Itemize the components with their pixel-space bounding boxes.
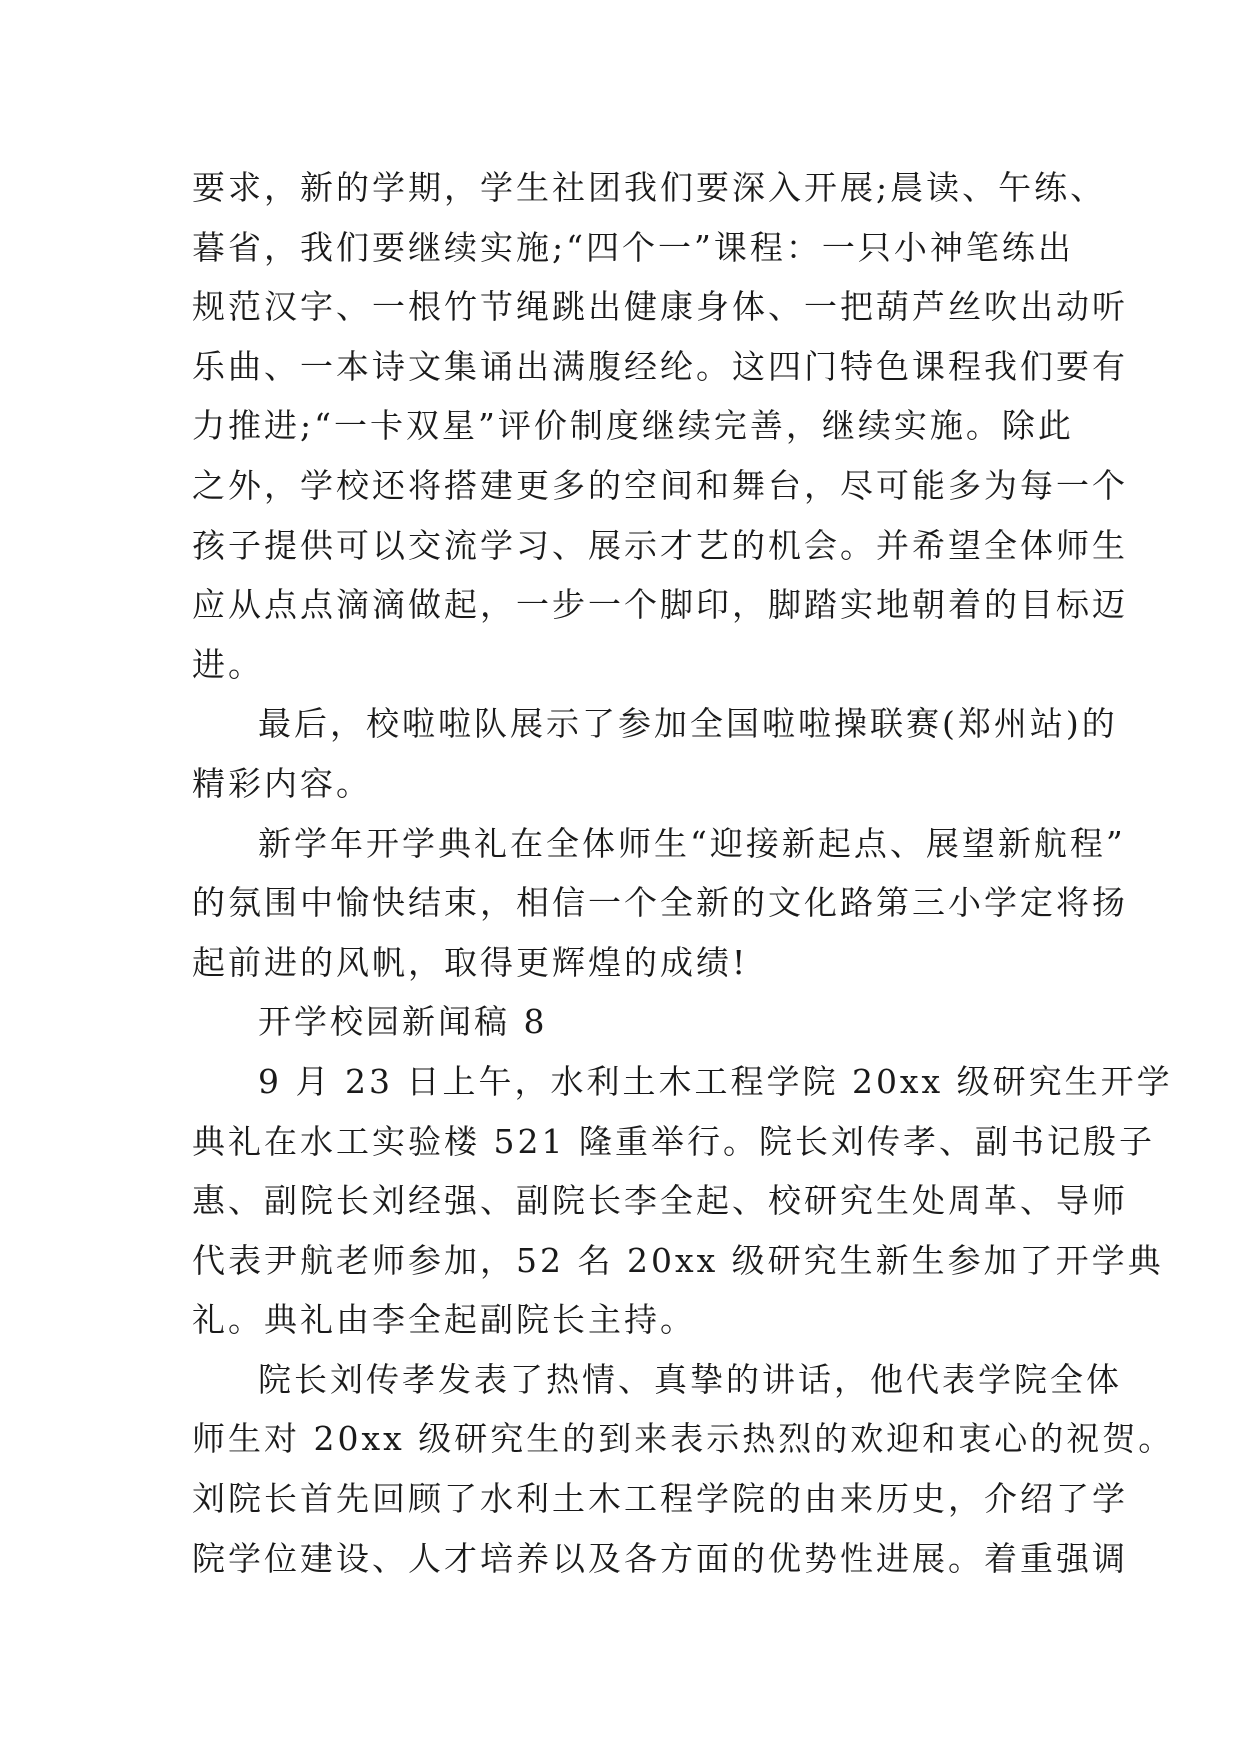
text-line: 9 月 23 日上午，水利土木工程学院 20xx 级研究生开学 — [258, 1061, 1173, 1101]
text-line: 规范汉字、一根竹节绳跳出健康身体、一把葫芦丝吹出动听 — [192, 287, 1128, 327]
text-line: 院学位建设、人才培养以及各方面的优势性进展。着重强调 — [192, 1538, 1128, 1578]
text-line: 精彩内容。 — [192, 763, 372, 803]
text-line: 典礼在水工实验楼 521 隆重举行。院长刘传孝、副书记殷子 — [192, 1121, 1155, 1161]
text-line: 乐曲、一本诗文集诵出满腹经纶。这四门特色课程我们要有 — [192, 346, 1128, 386]
text-line: 力推进;“一卡双星”评价制度继续完善，继续实施。除此 — [192, 406, 1074, 446]
text-line: 代表尹航老师参加，52 名 20xx 级研究生新生参加了开学典 — [192, 1240, 1164, 1280]
text-line: 礼。典礼由李全起副院长主持。 — [192, 1300, 696, 1340]
text-line: 应从点点滴滴做起，一步一个脚印，脚踏实地朝着的目标迈 — [192, 585, 1128, 625]
text-line: 新学年开学典礼在全体师生“迎接新起点、展望新航程” — [258, 823, 1126, 863]
text-line: 孩子提供可以交流学习、展示才艺的机会。并希望全体师生 — [192, 525, 1128, 565]
text-line: 院长刘传孝发表了热情、真挚的讲话，他代表学院全体 — [258, 1359, 1122, 1399]
text-line: 惠、副院长刘经强、副院长李全起、校研究生处周革、导师 — [192, 1181, 1128, 1221]
section-heading: 开学校园新闻稿 8 — [258, 1002, 548, 1042]
text-line: 暮省，我们要继续实施;“四个一”课程：一只小神笔练出 — [192, 227, 1074, 267]
text-line: 最后，校啦啦队展示了参加全国啦啦操联赛(郑州站)的 — [258, 704, 1118, 744]
text-line: 起前进的风帆，取得更辉煌的成绩! — [192, 942, 749, 982]
text-line: 师生对 20xx 级研究生的到来表示热烈的欢迎和衷心的祝贺。 — [192, 1419, 1175, 1459]
body-text — [192, 158, 1175, 1588]
text-line: 进。 — [192, 644, 264, 684]
text-line: 的氛围中愉快结束，相信一个全新的文化路第三小学定将扬 — [192, 883, 1128, 923]
text-line: 刘院长首先回顾了水利土木工程学院的由来历史，介绍了学 — [192, 1479, 1128, 1519]
text-line: 之外，学校还将搭建更多的空间和舞台，尽可能多为每一个 — [192, 465, 1128, 505]
text-line: 要求，新的学期，学生社团我们要深入开展;晨读、午练、 — [192, 168, 1107, 207]
